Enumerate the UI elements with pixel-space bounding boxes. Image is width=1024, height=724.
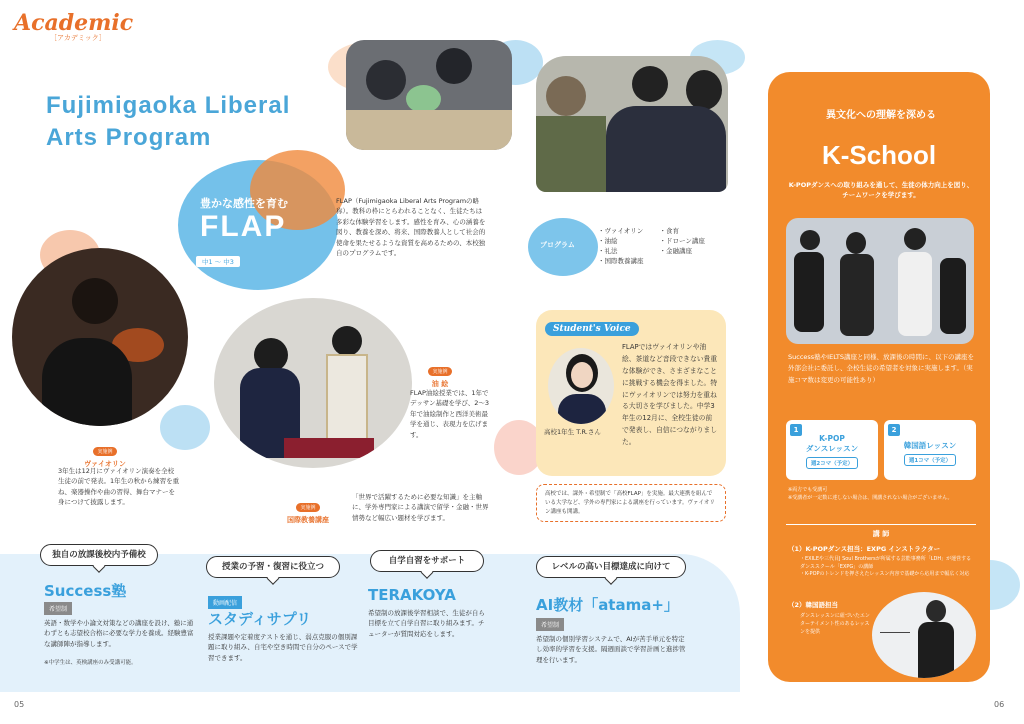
student-caption: 高校1年生 T.R.さん xyxy=(544,428,601,436)
kschool-fine1: ※両方でも受講可 xyxy=(788,487,828,493)
kschool-intro: K-POPダンスへの取り組みを通して、生徒の体力向上を図り、チームワークを学びます。 xyxy=(788,181,974,200)
success-note: ※中学生は、英検講座のみ受講可能。 xyxy=(44,660,137,666)
example-oil-text: FLAP油絵授業では、1年でデッサン基礎を学び、2～3年で油絵制作と西洋美術最学を通じ、表現力を広げます。 xyxy=(410,389,490,439)
program-list-col2 xyxy=(660,226,705,266)
example-intl-title: 国際教養講座 xyxy=(287,516,329,524)
student-voice-text: FLAPではヴァイオリンや油絵、茶道など音段できない貴重な体験ができ、さまざまなことに挑戦する機会を得ました。特にヴァイオリンでは努力を重ねる大切さを学びました。中学3年生の12月に、全校生徒の前で発表し、自信につながりました。 xyxy=(622,343,718,447)
example-chip: 実施例 xyxy=(428,367,451,376)
kschool-box-korean xyxy=(884,420,976,480)
kschool-box-num: 2 xyxy=(888,424,900,436)
kschool-teacher-photo xyxy=(872,592,976,678)
success-bubble: 独自の放課後校内予備校 xyxy=(40,544,158,566)
terakoya-text: 希望制の放課後学習相談で、生徒が自ら目標を立て自学自習に取り組みます。チューターが質問対応をします。 xyxy=(368,609,485,638)
program-item: ・ヴァイオリン xyxy=(598,227,644,235)
kschool-title: K-School xyxy=(821,140,937,170)
kschool-inst2-text: ダンスレッスンに紐づいたエンターテイメント性のあるレッスンを提供 xyxy=(800,613,870,635)
atama-bubble: レベルの高い目標達成に向けて xyxy=(536,556,686,578)
kschool-box-num: 1 xyxy=(790,424,802,436)
kschool-inst1-list xyxy=(800,556,976,579)
flap-grade: 中1 ～ 中3 xyxy=(196,256,240,267)
student-voice-title: Student's Voice xyxy=(545,322,639,336)
kschool-box-kpop xyxy=(786,420,878,480)
example-violin-title: ヴァイオリン xyxy=(84,460,126,468)
program-item: ・食育 xyxy=(659,227,679,235)
kschool-box-title: K-POP xyxy=(819,434,845,443)
photo-classroom-work xyxy=(346,40,512,150)
photo-tea-ceremony xyxy=(536,56,728,192)
example-intl-text: 「世界で活躍するために必要な知識」を主軸に、学外専門家による講演で留学・金融・世界情勢など幅広い題材を学びます。 xyxy=(352,493,489,522)
academic-logo xyxy=(14,10,133,43)
program-item: ・ドローン講座 xyxy=(659,237,705,245)
logo-sub: ［アカデミック］ xyxy=(50,34,106,42)
atama-text: 希望制の個別学習システムで、AIが苦手単元を特定し効率的学習を支援。隔週面談で学習計画と進捗管理を行います。 xyxy=(536,635,686,664)
studysapuri-text: 授業課題や定着度テストを通じ、弱点克服の個別課題に取り組み、自宅や空き時間で自分のペースで学習できます。 xyxy=(208,633,358,662)
page-number-right: 06 xyxy=(994,700,1005,709)
kschool-inst1-title: （1）K-POPダンス担当：EXPG インストラクター xyxy=(788,545,941,553)
atama-title: AI教材「atama+」 xyxy=(536,596,679,614)
kschool-fine2: ※受講者が一定数に達しない場合は、開講されない場合がございません。 xyxy=(788,495,953,501)
program-item: ・油絵 xyxy=(598,237,618,245)
kschool-instructor-head: 講 師 xyxy=(786,524,976,539)
kschool-box-title: 韓国語レッスン xyxy=(903,441,957,450)
student-photo xyxy=(548,348,614,424)
decor-blob xyxy=(160,405,210,450)
page-number-left: 05 xyxy=(14,700,25,709)
flap-description: FLAP（Fujimigaoka Liberal Arts Programの略称）。教科の枠にとらわれることなく、生徒たちは多彩な体験学習をします。感性を育み、心の涵養を図り、教養を深め、将来、国際教養人として社会的使命を果たせるような資質を高めるための、本校独自のプログラムです。 xyxy=(336,197,486,257)
kschool-desc: Success塾やIELTS講座と同様、放課後の時間に、以下の講座を外部会社に委託し、全校生徒の希望者を対象に実施します。（実施コマ数は変更の可能性あり） xyxy=(788,353,975,384)
program-item: ・礼法 xyxy=(598,247,618,255)
kschool-box-pill: 週1コマ（予定） xyxy=(904,454,956,466)
flap-title: FLAP xyxy=(200,210,287,243)
studysapuri-tag: 動画配信 xyxy=(208,596,242,609)
example-oil xyxy=(410,358,470,389)
example-oil-title: 油 絵 xyxy=(431,380,449,388)
program-list xyxy=(598,226,705,266)
program-title xyxy=(46,90,290,154)
student-voice-note: 高校では、課外・希望制で「高校FLAP」を実施。最大連携を組んでいる大学など、学外の専門家による講座を行っています。ヴァイオリン講座も開講。 xyxy=(536,484,726,522)
success-title: Success塾 xyxy=(44,582,127,600)
kschool-vertical: 異文化への理解を深める xyxy=(826,110,936,121)
program-list-col1 xyxy=(598,226,644,266)
success-tag: 希望制 xyxy=(44,602,72,615)
terakoya-bubble: 自学自習をサポート xyxy=(370,550,484,572)
example-violin xyxy=(50,438,160,469)
photo-oil-painting xyxy=(214,298,412,468)
program-title-line2: Arts Program xyxy=(46,124,212,151)
kschool-inst1-item: ・EXILEや三代目J Soul Brothersが所属する芸能事務所「LDH」が運営するダンススクール「EXPG」の講師 xyxy=(800,556,972,570)
kschool-dance-photo xyxy=(786,218,974,344)
kschool-inst1-item: ・K-POPのトレンドを押さえたレッスン内容で基礎から応用まで幅広く対応 xyxy=(800,571,970,577)
atama-tag: 希望制 xyxy=(536,618,564,631)
example-chip: 実施例 xyxy=(296,503,319,512)
example-intl xyxy=(268,494,348,525)
kschool-inst2-title: （2）韓国語担当 xyxy=(788,601,839,609)
studysapuri-title: スタディサプリ xyxy=(208,610,312,628)
photo-violin xyxy=(12,248,188,426)
example-violin-text: 3年生は12月にヴァイオリン演奏を全校生徒の前で発表。1年生の秋から練習を重ね、楽器操作や曲の習得、舞台マナーを身につけて披露します。 xyxy=(58,467,180,507)
kschool-box-title2: ダンスレッスン xyxy=(805,444,859,453)
program-label: プログラム xyxy=(540,241,575,249)
flap-subtitle: 豊かな感性を育む xyxy=(200,197,288,210)
terakoya-title: TERAKOYA xyxy=(368,586,456,604)
kschool-box-pill: 週2コマ（予定） xyxy=(806,457,858,469)
studysapuri-bubble: 授業の予習・復習に役立つ xyxy=(206,556,340,578)
program-item: ・金融講座 xyxy=(659,247,692,255)
success-text: 英語・数学や小論文対策などの講座を設け、塾に通わずとも志望校合格に必要な学力を養成。経験豊富な講師陣が指導します。 xyxy=(44,619,194,648)
program-title-line1: Fujimigaoka Liberal xyxy=(46,92,291,119)
program-item: ・国際教養講座 xyxy=(598,257,644,265)
example-chip: 実施例 xyxy=(93,447,116,456)
logo-script: Academic xyxy=(14,10,134,36)
